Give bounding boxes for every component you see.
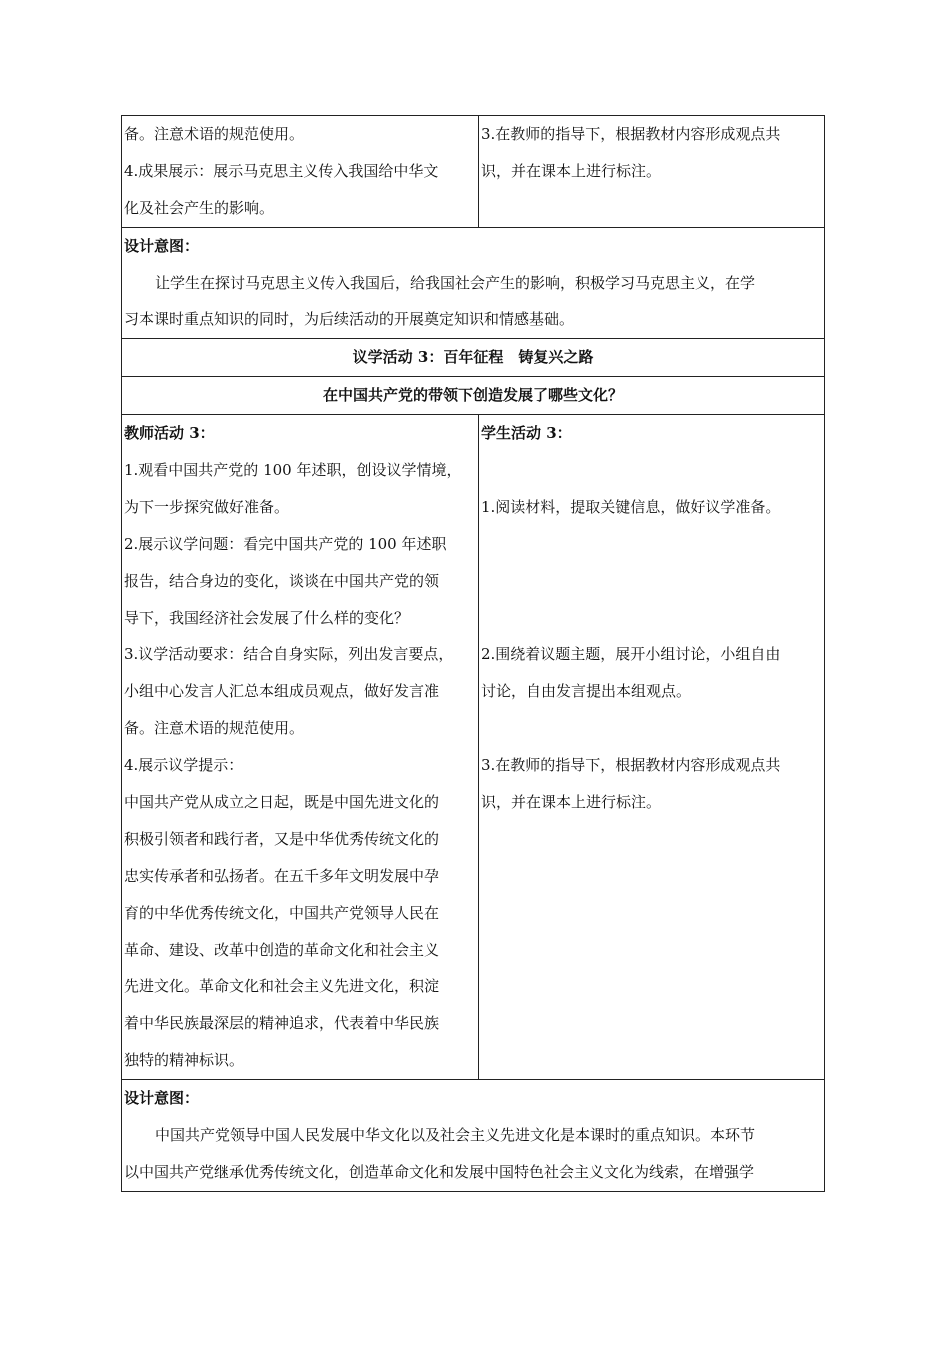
text-line (481, 710, 824, 747)
lesson-plan-table (121, 115, 825, 1192)
text-line: 3.在教师的指导下，根据教材内容形成观点共 (481, 756, 781, 775)
text-line: 4.展示议学提示： (124, 756, 244, 775)
text-line: 育的中华优秀传统文化，中国共产党领导人民在 (124, 903, 440, 922)
text-line: 让学生在探讨马克思主义传入我国后，给我国社会产生的影响，积极学习马克思主义，在学 (155, 273, 756, 292)
design-intent-section (122, 1079, 824, 1191)
teacher-column (122, 116, 479, 227)
text-line: 2.围绕着议题主题，展开小组讨论，小组自由 (481, 645, 781, 664)
text-line: 1.阅读材料，提取关键信息，做好议学准备。 (481, 497, 781, 516)
text-line: 为下一步探究做好准备。 (124, 497, 290, 516)
text-line: 小组中心发言人汇总本组成员观点，做好发言准 (124, 682, 440, 701)
teacher-column (122, 415, 479, 1079)
design-intent-heading: 设计意图： (124, 1089, 200, 1108)
text-line (481, 563, 824, 600)
student-heading: 学生活动 3： (481, 424, 572, 443)
activity-title: 议学活动 3：百年征程 铸复兴之路 (352, 348, 594, 367)
text-line: 识，并在课本上进行标注。 (481, 161, 662, 180)
text-line: 讨论，自由发言提出本组观点。 (481, 682, 692, 701)
text-line: 独特的精神标识。 (124, 1051, 245, 1070)
activity-3-title-section (122, 338, 824, 414)
teacher-heading: 教师活动 3： (124, 424, 215, 443)
text-line: 以中国共产党继承优秀传统文化，创造革命文化和发展中国特色社会主义文化为线索，在增强学 (124, 1162, 755, 1181)
student-column (479, 116, 824, 227)
text-line (481, 526, 824, 563)
text-line: 导下，我国经济社会发展了什么样的变化？ (124, 608, 410, 627)
text-line: 4.成果展示：展示马克思主义传入我国给中华文 (124, 161, 439, 180)
activity-2-continued-row (122, 116, 824, 227)
activity-3-row (122, 414, 824, 1079)
design-intent-section (122, 227, 824, 339)
text-line: 中国共产党从成立之日起，既是中国先进文化的 (124, 793, 440, 812)
text-line: 3.在教师的指导下，根据教材内容形成观点共 (481, 125, 781, 143)
text-line: 3.议学活动要求：结合自身实际，列出发言要点， (124, 645, 454, 664)
text-line: 备。注意术语的规范使用。 (124, 125, 305, 143)
text-line: 习本课时重点知识的同时，为后续活动的开展奠定知识和情感基础。 (124, 310, 575, 329)
student-column (479, 415, 824, 1079)
text-line: 中国共产党领导中国人民发展中华文化以及社会主义先进文化是本课时的重点知识。本环节 (155, 1126, 756, 1145)
text-line: 化及社会产生的影响。 (124, 198, 275, 217)
text-line: 先进文化。革命文化和社会主义先进文化，积淀 (124, 977, 440, 996)
text-line: 着中华民族最深层的精神追求，代表着中华民族 (124, 1014, 440, 1033)
text-line: 忠实传承者和弘扬者。在五千多年文明发展中孕 (124, 866, 440, 885)
text-line: 1.观看中国共产党的 100 年述职，创设议学情境， (124, 461, 462, 480)
text-line (481, 452, 824, 489)
text-line: 2.展示议学问题：看完中国共产党的 100 年述职 (124, 534, 447, 553)
text-line: 备。注意术语的规范使用。 (124, 719, 305, 738)
text-line: 识，并在课本上进行标注。 (481, 793, 662, 812)
design-intent-heading: 设计意图： (124, 236, 200, 255)
text-line: 报告，结合身边的变化，谈谈在中国共产党的领 (124, 571, 440, 590)
text-line: 积极引领者和践行者，又是中华优秀传统文化的 (124, 829, 440, 848)
activity-question: 在中国共产党的带领下创造发展了哪些文化？ (122, 376, 824, 414)
text-line: 革命、建设、改革中创造的革命文化和社会主义 (124, 940, 440, 959)
text-line (481, 600, 824, 637)
